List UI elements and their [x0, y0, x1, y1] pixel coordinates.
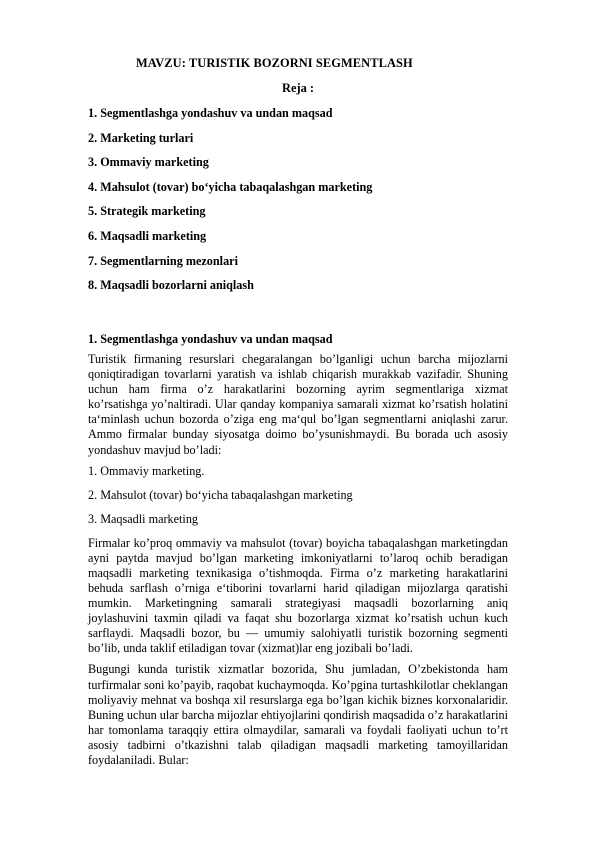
paragraph-intro: Turistik firmaning resurslari chegaralangan bo’lganligi uchun barcha mijozlarni qoniqtiradigan tovarlarni yaratish va ishlab chiqarish murakkab vazifadir. Shuning uchun ham firma o’z harakatlarini bozorning ayrim segmentlariga xizmat ko’rsatishga yo’naltiradi. Ular qanday kompaniya samarali xizmat ko’rsatish holatini ta‘minlash uchun bozorda o’ziga eng ma‘qul bo’lgan segmentlarni aniqlashi zarur. Ammo firmalar bunday siyosatga doimo bo’ysunishmaydi. Bu borada uch asosiy yondashuv mavjud bo’ladi: — [88, 352, 508, 457]
plan-item: 8. Maqsadli bozorlarni aniqlash — [88, 278, 254, 293]
plan-list — [88, 105, 372, 302]
main-content — [88, 331, 508, 774]
paragraph-uzbekistan-market: Bugungi kunda turistik xizmatlar bozorida, Shu jumladan, O’zbekistonda ham turfirmalar soni ko’payib, raqobat kuchaymoqda. Ko’pgina turtashkilotlar cheklangan moliyaviy mehnat va boshqa xil resurslarga ega bo’lgan kichik biznes korxonalaridir. Buning uchun ular barcha mijozlar ehtiyojlarini qondirish maqsadida o’z harakatlarini har tomonlama taraqqiy ettira olmaydilar, samarali va foydali faoliyati uchun to’rt asosiy tadbirni o’tkazishni talab qiladigan maqsadli marketing tamoyillaridan foydalaniladi. Bular: — [88, 662, 508, 767]
approach-item: 1. Ommaviy marketing. — [88, 463, 205, 478]
plan-label: Reja : — [282, 81, 314, 95]
plan-item: 7. Segmentlarning mezonlari — [88, 253, 238, 268]
approach-item: 2. Mahsulot (tovar) bo‘yicha tabaqalashgan marketing — [88, 487, 353, 502]
paragraph-target-marketing: Firmalar ko’proq ommaviy va mahsulot (tovar) boyicha tabaqalashgan marketingdan ayni paytda mavjud bo’lgan marketing imkoniyatlarni to’laroq ochib beradigan maqsadli marketing texnikasiga o’tishmoqda. Firma o’z marketing harakatlarini behuda sarflash o’rniga e‘tiborini tovarlarni harid qiladigan mijozlarga qaratishi mumkin. Marketingning samarali strategiyasi maqsadli bozorlarning aniq joylashuvini taxmin qiladi va faqat shu bozorlarga xizmat ko’rsatish uchun kuch sarflaydi. Maqsadli bozor, bu — umumiy salohiyatli turistik bozorning segmenti bo’lib, unda taklif etiladigan tovar (xizmat)lar eng jozibali bo’ladi. — [88, 535, 508, 656]
document-title: MAVZU: TURISTIK BOZORNI SEGMENTLASH — [136, 56, 413, 70]
section-heading: 1. Segmentlashga yondashuv va undan maqsad — [88, 332, 333, 346]
plan-item: 1. Segmentlashga yondashuv va undan maqsad — [88, 106, 333, 120]
approach-item: 3. Maqsadli marketing — [88, 511, 199, 526]
plan-item: 6. Maqsadli marketing — [88, 228, 207, 243]
plan-item: 3. Ommaviy marketing — [88, 155, 209, 170]
plan-item: 5. Strategik marketing — [88, 204, 206, 219]
plan-item: 2. Marketing turlari — [88, 130, 194, 145]
plan-item: 4. Mahsulot (tovar) bo‘yicha tabaqalashgan marketing — [88, 179, 373, 194]
